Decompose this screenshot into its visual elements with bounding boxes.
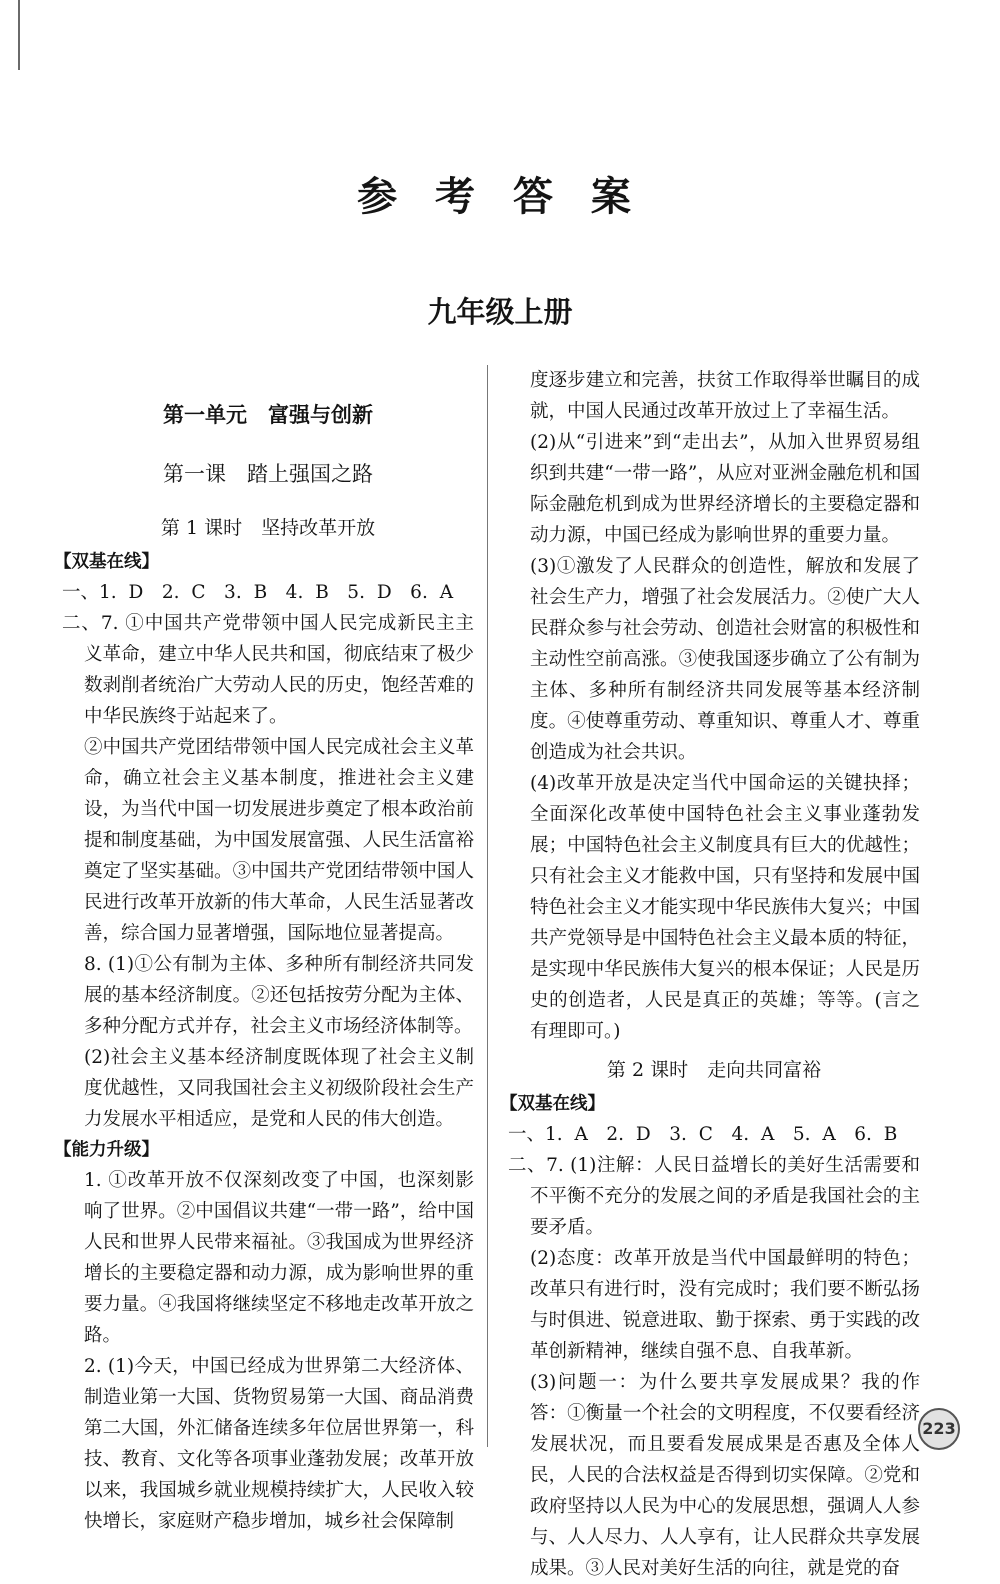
unit-heading: 第一单元 富强与创新 bbox=[163, 402, 373, 427]
left-column bbox=[54, 365, 474, 1537]
answer-q8-part1: 8. (1)①公有制为主体、多种所有制经济共同发展的基本经济制度。②还包括按劳分配为主体、多种分配方式并存，社会主义市场经济体制等。 bbox=[84, 954, 474, 1037]
answer-ability-2-part3: (3)①激发了人民群众的创造性，解放和发展了社会生产力，增强了社会发展活力。②使广大人民群众参与社会劳动、创造社会财富的积极性和主动性空前高涨。③使我国逐步确立了公有制为主体、多种所有制经济共同发展等基本经济制度。④使尊重劳动、尊重知识、尊重人才、尊重创造成为社会共识。 bbox=[530, 556, 920, 763]
mcq-answers: 一、1. A 2. D 3. C 4. A 5. A 6. B bbox=[508, 1124, 898, 1145]
column-divider bbox=[487, 365, 488, 1447]
answer-ability-2-part2: (2)从“引进来”到“走出去”，从加入世界贸易组织到共建“一带一路”，从应对亚洲金融危机和国际金融危机到成为世界经济增长的主要稳定器和动力源，中国已经成为影响世界的重要力量。 bbox=[530, 432, 920, 546]
answer-ability-2: 2. (1)今天，中国已经成为世界第二大经济体、制造业第一大国、货物贸易第一大国、商品消费第二大国，外汇储备连续多年位居世界第一，科技、教育、文化等各项事业蓬勃发展；改革开放以来，我国城乡就业规模持续扩大，人民收入较快增长，家庭财产稳步增加，城乡社会保障制 bbox=[84, 1356, 474, 1532]
answer-ability-1: 1. ①改革开放不仅深刻改变了中国，也深刻影响了世界。②中国倡议共建“一带一路”，给中国人民和世界人民带来福祉。③我国成为世界经济增长的主要稳定器和动力源，成为影响世界的重要力量。④我国将继续坚定不移地走改革开放之路。 bbox=[84, 1170, 474, 1346]
section-label-ability: 【能力升级】 bbox=[54, 1140, 159, 1160]
answer-q7-part2: (2)态度：改革开放是当代中国最鲜明的特色；改革只有进行时，没有完成时；我们要不断弘扬与时俱进、锐意进取、勤于探索、勇于实践的改革创新精神，继续自强不息、自我革新。 bbox=[530, 1248, 920, 1362]
period-heading: 第 2 课时 走向共同富裕 bbox=[606, 1059, 822, 1081]
lesson-heading: 第一课 踏上强国之路 bbox=[163, 462, 373, 486]
grade-volume-title: 九年级上册 bbox=[427, 295, 573, 329]
answer-q8-part2: (2)社会主义基本经济制度既体现了社会主义制度优越性，又同我国社会主义初级阶段社会生产力发展水平相适应，是党和人民的伟大创造。 bbox=[84, 1047, 474, 1130]
period-heading: 第 1 课时 坚持改革开放 bbox=[160, 517, 376, 539]
answer-q7-part1: 二、7. (1)注解：人民日益增长的美好生活需要和不平衡不充分的发展之间的矛盾是我国社会的主要矛盾。 bbox=[508, 1155, 920, 1238]
answer-q7-part3: (3)问题一：为什么要共享发展成果？我的作答：①衡量一个社会的文明程度，不仅要看经济发展状况，而且要看发展成果是否惠及全体人民，人民的合法权益是否得到切实保障。②党和政府坚持以人民为中心的发展思想，强调人人参与、人人尽力、人人享有，让人民群众共享发展成果。③人民对美好生活的向往，就是党的奋 bbox=[530, 1372, 920, 1579]
crop-mark bbox=[18, 0, 20, 70]
section-label-basics: 【双基在线】 bbox=[54, 552, 159, 572]
answer-ability-2-part4: (4)改革开放是决定当代中国命运的关键抉择；全面深化改革使中国特色社会主义事业蓬勃发展；中国特色社会主义制度具有巨大的优越性；只有社会主义才能救中国，只有坚持和发展中国特色社会主义才能实现中华民族伟大复兴；中国共产党领导是中国特色社会主义最本质的特征，是实现中华民族伟大复兴的根本保证；人民是历史的创造者，人民是真正的英雄；等等。(言之有理即可。) bbox=[530, 773, 920, 1042]
right-column bbox=[500, 365, 920, 1584]
mcq-answers: 一、1. D 2. C 3. B 4. B 5. D 6. A bbox=[62, 582, 454, 603]
section-label-basics: 【双基在线】 bbox=[500, 1094, 605, 1114]
page-number: 223 bbox=[918, 1408, 960, 1450]
answer-q7-part1: 二、7. ①中国共产党带领中国人民完成新民主主义革命，建立中华人民共和国，彻底结束了极少数剥削者统治广大劳动人民的历史，饱经苦难的中华民族终于站起来了。 bbox=[62, 613, 474, 727]
answer-ability-2-cont: 度逐步建立和完善，扶贫工作取得举世瞩目的成就，中国人民通过改革开放过上了幸福生活。 bbox=[530, 370, 920, 422]
answer-q7-part2: ②中国共产党团结带领中国人民完成社会主义革命，确立社会主义基本制度，推进社会主义建设，为当代中国一切发展进步奠定了根本政治前提和制度基础，为中国发展富强、人民生活富裕奠定了坚实基础。③中国共产党团结带领中国人民进行改革开放新的伟大革命，人民生活显著改善，综合国力显著增强，国际地位显著提高。 bbox=[84, 737, 474, 944]
page-title: 参 考 答 案 bbox=[357, 173, 643, 220]
